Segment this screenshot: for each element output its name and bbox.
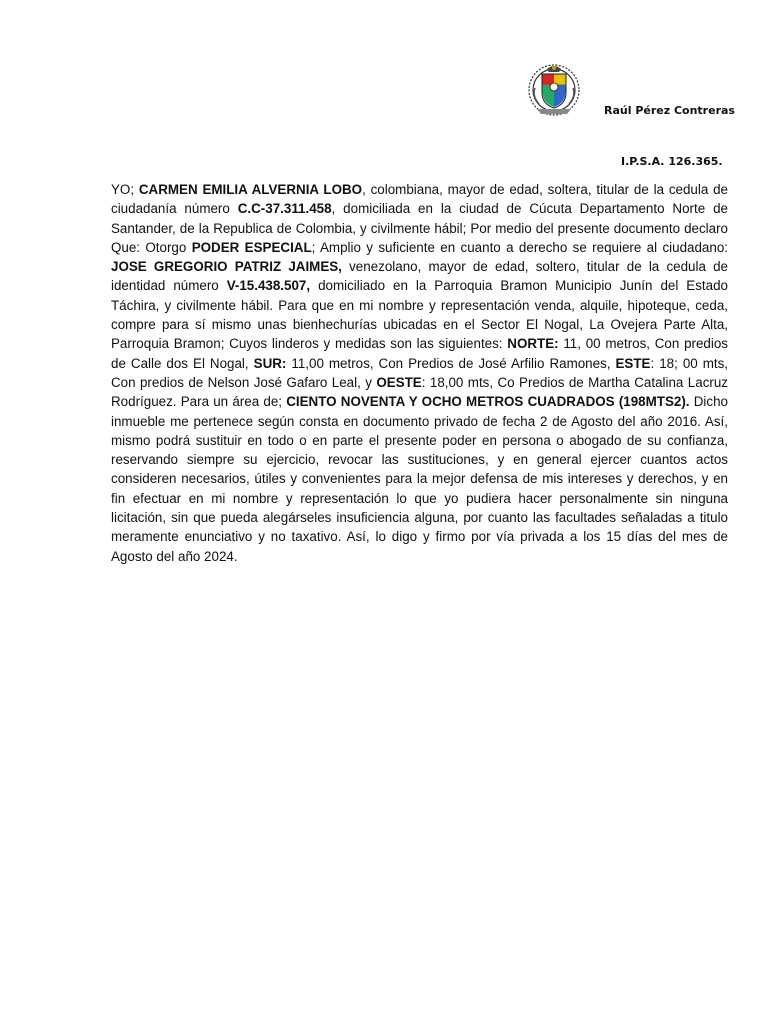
seal-emblem-icon	[527, 60, 581, 120]
text-segment: , colombiana, mayor de edad, soltera, titular de la cedula de ciudadanía número	[111, 182, 728, 217]
author-name: Raúl Pérez Contreras	[604, 104, 735, 117]
bold-text-segment: PODER ESPECIAL	[191, 239, 312, 255]
bold-text-segment: CARMEN EMILIA ALVERNIA LOBO	[138, 182, 363, 197]
bold-text-segment: ESTE	[615, 355, 651, 371]
text-segment: : 18,00 mts, Co Predios de Martha Catalina Lacruz Rodríguez. Para un área de;	[111, 374, 728, 410]
text-segment: Dicho inmueble me pertenece según consta en documento privado de fecha 2 de Agosto del año 2016. Así, mismo podrá sustituir en todo o en parte el presente poder en persona o abogado de su confianza, reservando siempre su ejercicio, revocar las sustituciones, y en general ejercer cuantos actos consideren necesarios, útiles y convenientes para la mejor defensa de mis intereses y derechos, y en fin efectuar en mi nombre y representación lo que yo pudiera hacer personalmente sin ninguna licitación, sin que pueda alegárseles insuficiencia alguna, por cuanto las facultades señaladas a titulo meramente enunciativo y no taxativo. Así, lo digo y firmo por vía privada a los 15 días del mes de Agosto del año 2024.	[111, 394, 728, 564]
document-body	[111, 180, 728, 566]
text-segment: YO;	[111, 182, 139, 197]
text-segment: domiciliado en la Parroquia Bramon Municipio Junín del Estado Táchira, y civilmente hábil. Para que en mi nombre y representación venda, alquile, hipoteque, ceda, compre para sí mismo unas bienhechurías ubicadas en el Sector El Nogal, La Ovejera Parte Alta, Parroquia Bramon; Cuyos linderos y medidas son las siguientes:	[111, 278, 728, 352]
text-segment: : 18; 00 mts, Con predios de Nelson José Gafaro Leal, y	[111, 355, 729, 390]
text-segment: , domiciliada en la ciudad de Cúcuta Departamento Norte de Santander, de la Republica de Colombia, y civilmente hábil; Por medio del presente documento declaro Que: Otorgo	[111, 201, 728, 255]
bold-text-segment: CIENTO NOVENTA Y OCHO METROS CUADRADOS (198MTS2).	[286, 394, 690, 410]
text-segment: ; Amplio y suficiente en cuanto a derecho se requiere al ciudadano:	[311, 239, 728, 255]
bold-text-segment: SUR:	[253, 355, 287, 371]
bold-text-segment: OESTE	[376, 374, 422, 390]
bold-text-segment: JOSE GREGORIO PATRIZ JAIMES,	[111, 259, 342, 275]
bold-text-segment: NORTE:	[507, 336, 559, 352]
text-segment: 11,00 metros, Con Predios de José Arfilio Ramones,	[286, 355, 616, 371]
ipsa-number: I.P.S.A. 126.365.	[621, 155, 723, 168]
bold-text-segment: C.C-37.311.458	[237, 201, 332, 217]
bold-text-segment: V-15.438.507,	[226, 278, 311, 294]
text-segment: 11, 00 metros, Con predios de Calle dos El Nogal,	[111, 336, 728, 371]
text-segment: venezolano, mayor de edad, soltero, titular de la cedula de identidad número	[111, 259, 728, 294]
